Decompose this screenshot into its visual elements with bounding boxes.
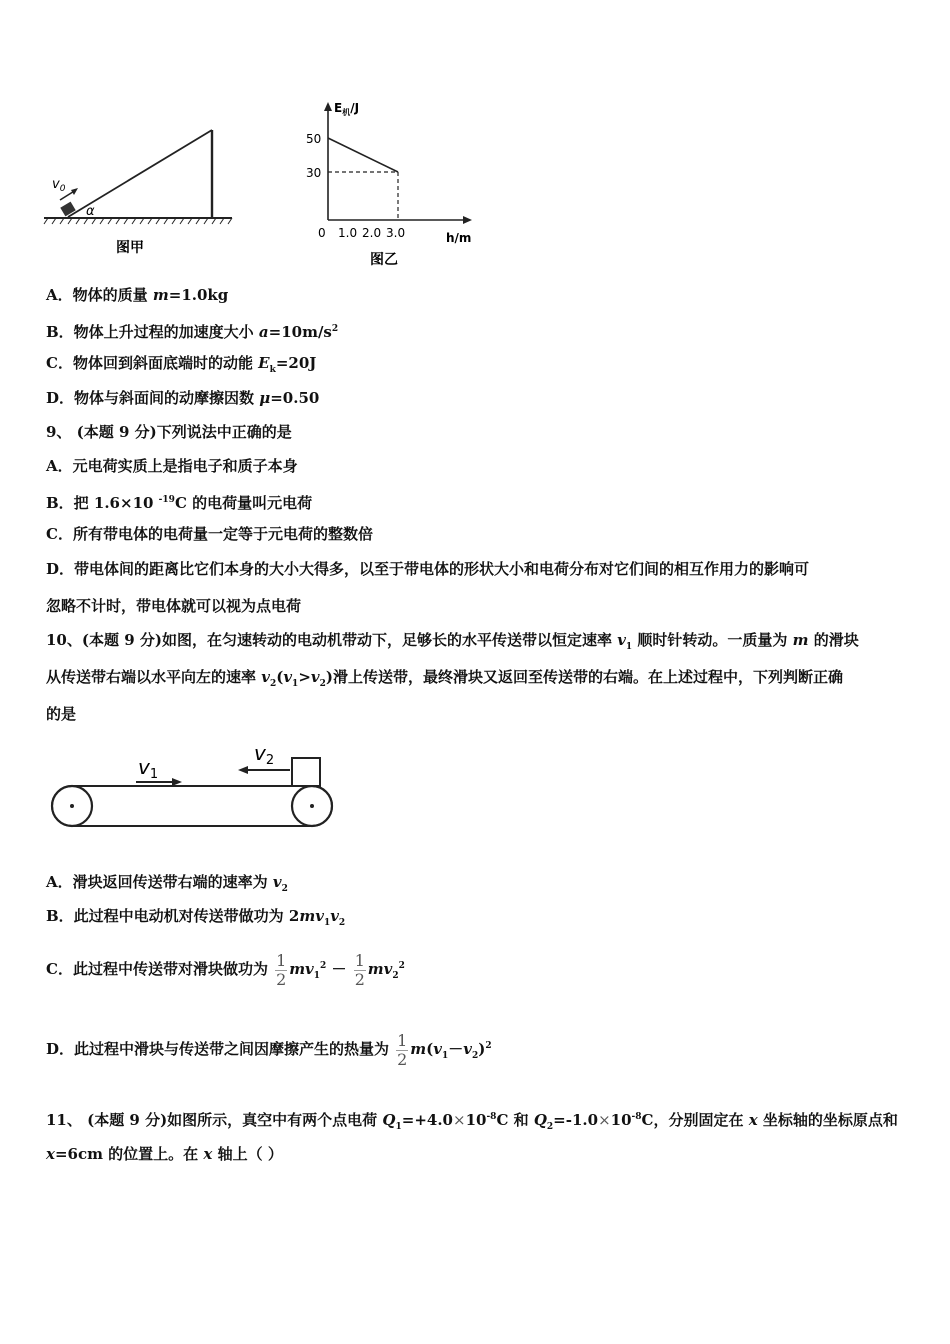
alpha-label: α bbox=[86, 204, 95, 219]
y-tick-30: 30 bbox=[306, 166, 322, 180]
q10-option-c: C．此过程中传送带对滑块做功为 $\frac{1}{2} mv_1^2 - \frac{1}{2} mv_2^2$ bbox=[46, 950, 405, 989]
q8-option-d: D．物体与斜面间的动摩擦因数 μ=0.50 bbox=[46, 389, 320, 407]
x-tick-1: 1.0 bbox=[338, 226, 358, 240]
x-axis-arrowhead bbox=[463, 216, 472, 224]
x-axis-label: h/m bbox=[446, 231, 472, 245]
fraction-half-3: $\frac{1}{2}$ bbox=[397, 1030, 408, 1069]
y-axis-arrowhead bbox=[324, 102, 332, 111]
left-pulley-axle bbox=[70, 804, 74, 808]
q8-option-c: C．物体回到斜面底端时的动能 $E_k=20J$ bbox=[46, 354, 317, 375]
right-pulley-axle bbox=[310, 804, 314, 808]
belt bbox=[52, 786, 332, 826]
velocity-arrowhead bbox=[71, 188, 78, 195]
caption-jia: 图甲 bbox=[116, 240, 144, 256]
energy-line bbox=[328, 138, 398, 172]
caption-yi: 图乙 bbox=[370, 252, 398, 268]
x-tick-2: 2.0 bbox=[362, 226, 382, 240]
q9-option-a: A．元电荷实质上是指电子和质子本身 bbox=[46, 457, 298, 475]
v2-arrowhead bbox=[238, 766, 248, 774]
fraction-half-1: $\frac{1}{2}$ bbox=[276, 950, 287, 989]
v2-label: $v_2$ bbox=[254, 742, 275, 768]
q9-option-c: C．所有带电体的电荷量一定等于元电荷的整数倍 bbox=[46, 525, 373, 543]
q8-option-a: A．物体的质量 m=1.0kg bbox=[46, 286, 229, 304]
y-axis-label: $E_机/J$ bbox=[334, 101, 360, 117]
q11-stem-line1: 11、 (本题 9 分)如图所示，真空中有两个点电荷 $Q_1=+4.0\times 10^{-8}C$ 和 $Q_2=-1.0\times 10^{-8}C$，分别固定在 x 坐标轴的坐标原点和 bbox=[46, 1111, 898, 1132]
q10-option-b: B．此过程中电动机对传送带做功为 $2mv_1v_2$ bbox=[46, 907, 346, 928]
q8-option-b: B．物体上升过程的加速度大小 $a=10m/s^2$ bbox=[46, 323, 339, 341]
q10-option-d: D．此过程中滑块与传送带之间因摩擦产生的热量为 $\frac{1}{2} m(v_1-v_2)^2$ bbox=[46, 1030, 492, 1069]
x-tick-3: 3.0 bbox=[386, 226, 406, 240]
q10-stem-line3: 的是 bbox=[46, 705, 77, 723]
y-tick-50: 50 bbox=[306, 132, 322, 146]
x-tick-0: 0 bbox=[318, 226, 326, 240]
q9-option-d-line2: 忽略不计时，带电体就可以视为点电荷 bbox=[46, 597, 302, 615]
q10-stem-line1: 10、(本题 9 分)如图，在匀速转动的电动机带动下，足够长的水平传送带以恒定速率 $v_1$ 顺时针转动。一质量为 m 的滑块 bbox=[46, 631, 859, 652]
fraction-half-2: $\frac{1}{2}$ bbox=[354, 950, 365, 989]
q9-stem: 9、 (本题 9 分)下列说法中正确的是 bbox=[46, 423, 292, 441]
v1-arrowhead bbox=[172, 778, 182, 786]
slider-block bbox=[292, 758, 320, 786]
figure-conveyor bbox=[46, 742, 346, 842]
v1-label: $v_1$ bbox=[138, 755, 159, 782]
q9-option-b: B．把 1.6×10 $^{-19}$C 的电荷量叫元电荷 bbox=[46, 494, 313, 512]
q10-stem-line2: 从传送带右端以水平向左的速率 $v_2(v_1>v_2)$滑上传送带，最终滑块又返回至传送带的右端。在上述过程中，下列判断正确 bbox=[46, 668, 843, 689]
q9-option-d-line1: D．带电体间的距离比它们本身的大小大得多，以至于带电体的形状大小和电荷分布对它们间的相互作用力的影响可 bbox=[46, 560, 810, 578]
figure-incline bbox=[40, 120, 240, 270]
v0-label: $v_0$ bbox=[52, 177, 66, 194]
q10-option-a: A．滑块返回传送带右端的速率为 $v_2$ bbox=[46, 873, 288, 894]
q11-stem-line2: x=6cm 的位置上。在 x 轴上（ ） bbox=[46, 1145, 283, 1163]
figure-energy-graph bbox=[300, 96, 490, 276]
